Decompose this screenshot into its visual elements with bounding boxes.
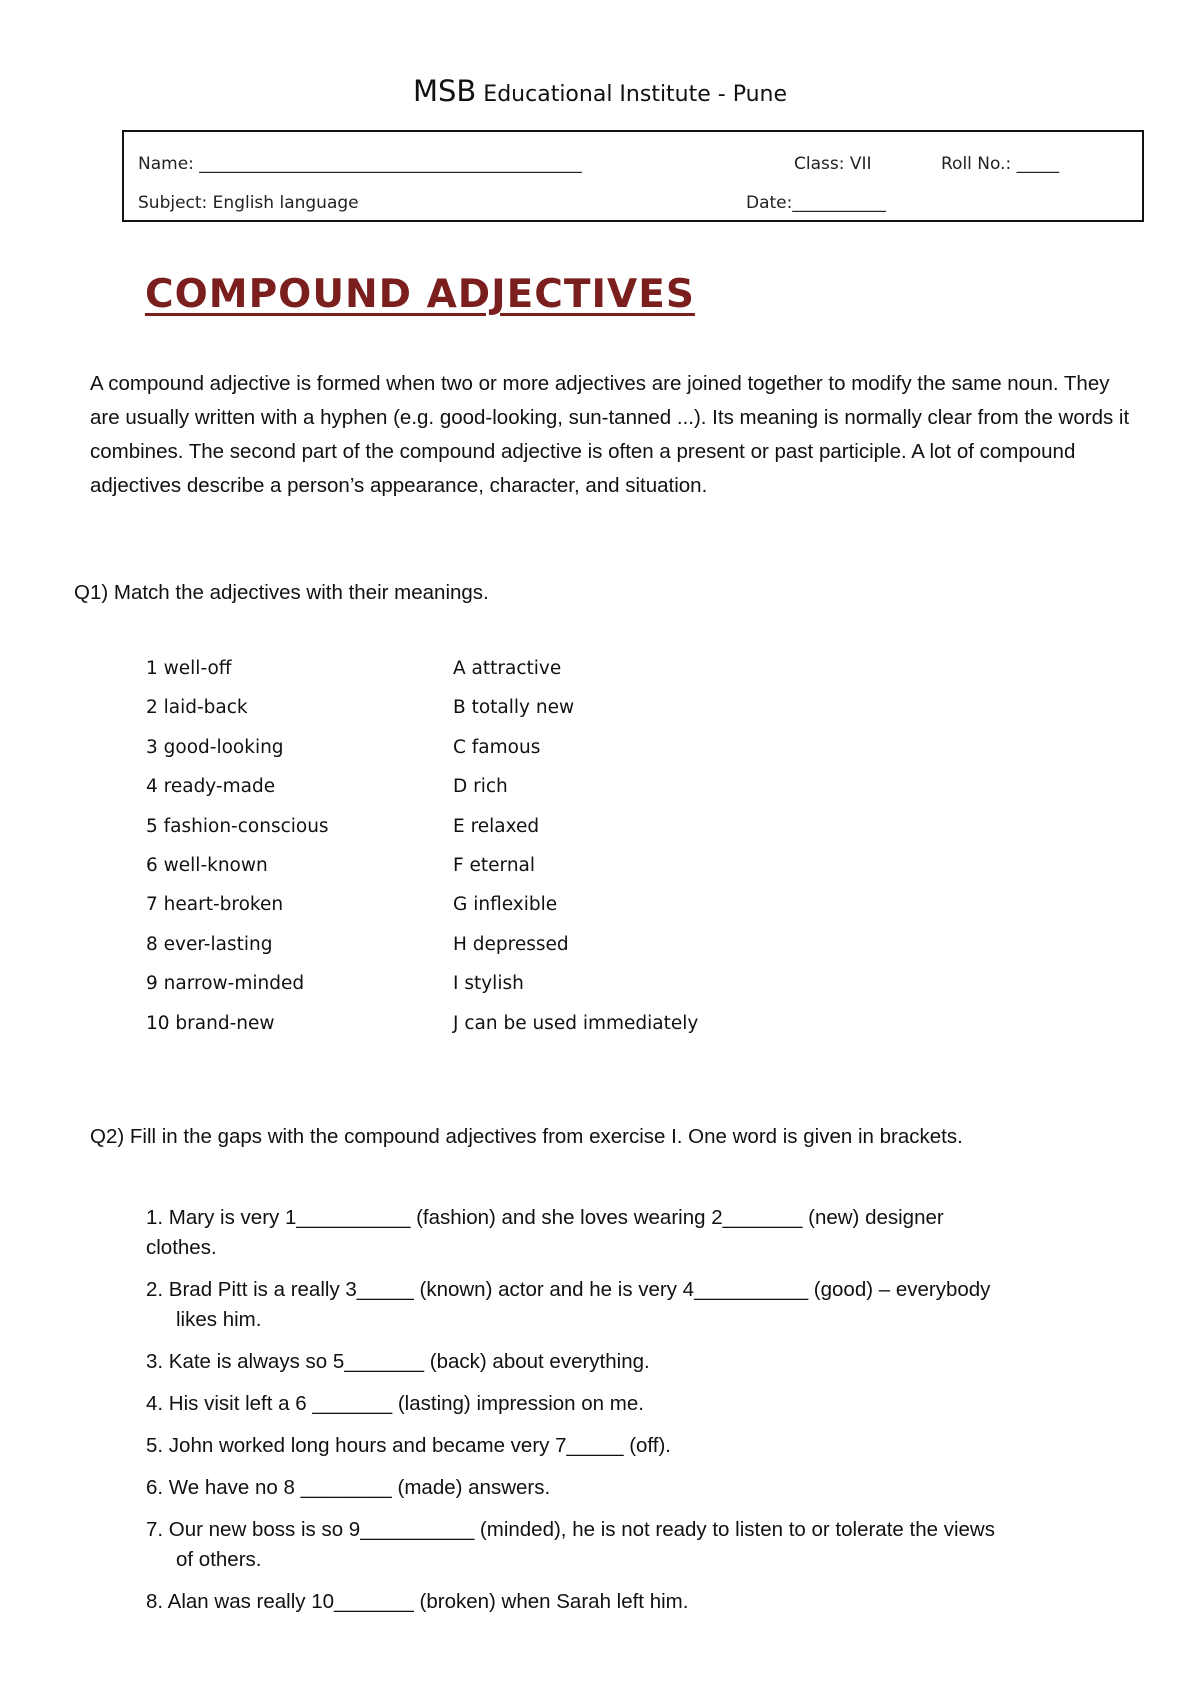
exercise-line: 2. Brad Pitt is a really 3_____ (known) actor and he is very 4__________ (good) – everybody [146,1278,991,1301]
exercise-item [146,1203,1106,1263]
adjective-item: 7 heart-broken [146,894,284,916]
exercise-item [146,1431,1106,1461]
meaning-item: D rich [453,776,508,798]
match-row [146,934,846,973]
class-field: Class: VII [794,154,872,174]
student-info-box [122,130,1144,222]
meaning-item: A attractive [453,658,562,679]
adjective-item: 1 well-off [146,658,232,679]
date-field: Date:___________ [746,193,886,213]
match-row [146,855,846,894]
roll-field: Roll No.: _____ [941,154,1060,174]
intro-paragraph: A compound adjective is formed when two or more adjectives are joined together to modify the same noun. They are usually written with a hyphen (e.g. good-looking, sun-tanned ...). Its meaning is normally clear from the words it combines. The second part of the compound adjective is often a present or past participle. A lot of compound adjectives describe a person’s appearance, character, and situation. [90,372,1130,497]
match-row [146,816,846,855]
institute-name: Educational Institute - Pune [476,82,788,107]
exercise-item [146,1587,1106,1617]
match-row [146,697,846,736]
exercise-line: 8. Alan was really 10_______ (broken) when Sarah left him. [146,1590,689,1613]
match-row [146,658,846,697]
adjective-item: 6 well-known [146,854,268,876]
meaning-item: I stylish [453,973,524,995]
adjective-item: 8 ever-lasting [146,933,273,955]
q2-heading: Q2) Fill in the gaps with the compound adjectives from exercise I. One word is given in brackets. [90,1125,963,1148]
meaning-item: B totally new [453,697,575,719]
match-row [146,894,846,933]
adjective-item: 5 fashion-conscious [146,815,329,837]
exercise-item [146,1275,1106,1335]
exercise-item [146,1389,1106,1419]
q1-heading: Q1) Match the adjectives with their meanings. [74,581,489,604]
exercise-line: 5. John worked long hours and became very 7_____ (off). [146,1434,671,1457]
exercise-line-continued: likes him. [176,1308,262,1331]
exercise-line: 1. Mary is very 1__________ (fashion) and she loves wearing 2_______ (new) designer [146,1206,944,1229]
match-row [146,737,846,776]
exercise-line-continued: of others. [176,1548,262,1571]
meaning-item: G inflexible [453,894,558,916]
exercise-item [146,1515,1106,1575]
exercise-line-continued: clothes. [146,1236,217,1259]
exercise-item [146,1473,1106,1503]
institute-abbrev: MSB [412,74,477,108]
matching-list [146,658,846,1052]
match-row [146,776,846,815]
exercise-line: 7. Our new boss is so 9__________ (minded), he is not ready to listen to or tolerate the views [146,1518,995,1541]
match-row [146,1013,846,1052]
exercise-line: 6. We have no 8 ________ (made) answers. [146,1476,551,1499]
adjective-item: 9 narrow-minded [146,973,305,995]
adjective-item: 3 good-looking [146,736,284,758]
meaning-item: J can be used immediately [453,1012,699,1034]
adjective-item: 10 brand-new [146,1012,275,1034]
page-title: COMPOUND ADJECTIVES [145,272,695,317]
exercise-item [146,1347,1106,1377]
exercise-line: 3. Kate is always so 5_______ (back) about everything. [146,1350,650,1373]
adjective-item: 2 laid-back [146,697,248,719]
institute-heading [0,74,1200,108]
meaning-item: C famous [453,736,541,758]
adjective-item: 4 ready-made [146,776,276,798]
meaning-item: E relaxed [453,815,540,837]
name-field: Name: _____________________________________________ [138,154,582,174]
subject-field: Subject: English language [138,193,359,213]
fill-gaps-list [146,1203,1106,1629]
meaning-item: F eternal [453,854,536,876]
exercise-line: 4. His visit left a 6 _______ (lasting) impression on me. [146,1392,644,1415]
match-row [146,973,846,1012]
meaning-item: H depressed [453,933,569,955]
